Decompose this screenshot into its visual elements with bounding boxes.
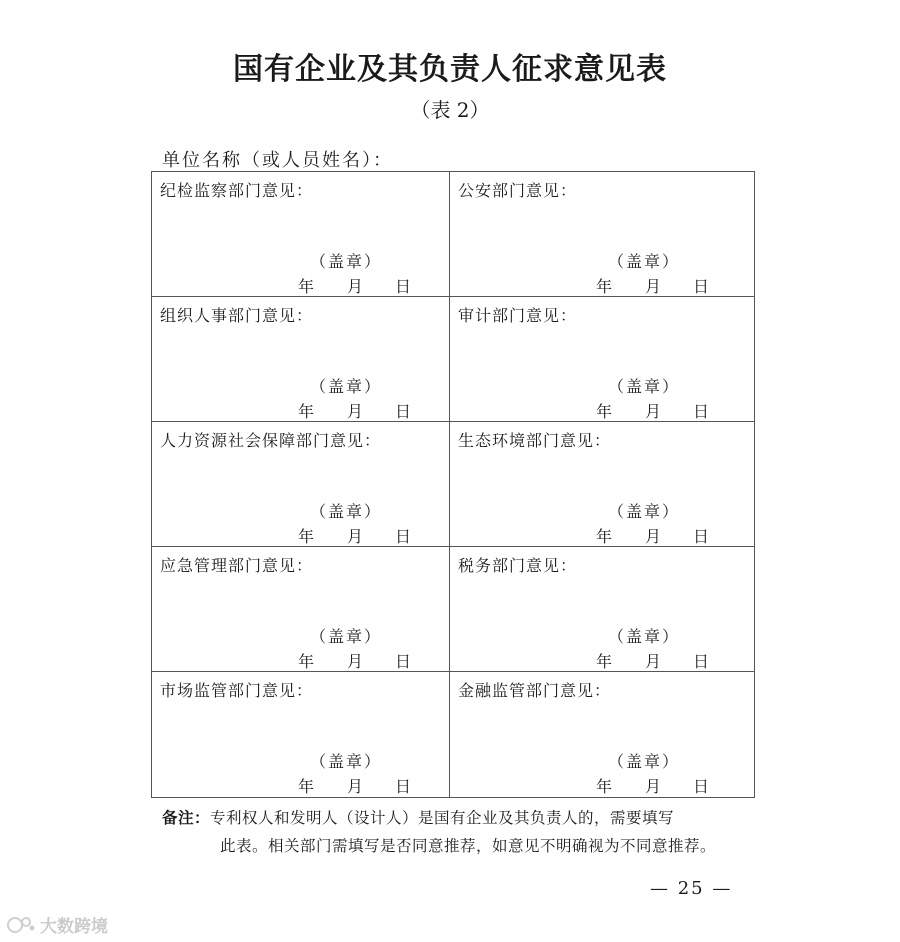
watermark-text: 大数跨境 — [40, 917, 108, 937]
date-day: 日 — [693, 527, 710, 546]
date-day: 日 — [693, 402, 710, 421]
cell-label: 人力资源社会保障部门意见： — [160, 431, 382, 450]
cell-label: 金融监管部门意见： — [458, 681, 612, 700]
cell-label: 组织人事部门意见： — [160, 306, 314, 325]
opinion-cell-organization[interactable] — [152, 297, 450, 422]
cell-label: 公安部门意见： — [458, 181, 578, 200]
date-year: 年 — [298, 402, 315, 421]
date-line — [298, 649, 411, 672]
opinion-cell-market-supervision[interactable] — [152, 672, 450, 797]
date-year: 年 — [298, 777, 315, 796]
cell-label: 生态环境部门意见： — [458, 431, 612, 450]
date-day: 日 — [395, 652, 412, 671]
document-title: 国有企业及其负责人征求意见表 — [233, 52, 667, 87]
date-month: 月 — [645, 402, 662, 421]
date-year: 年 — [298, 277, 315, 296]
remarks-label: 备注： — [162, 809, 211, 827]
date-month: 月 — [645, 277, 662, 296]
seal-placeholder: （盖章） — [608, 502, 681, 521]
remarks — [162, 804, 762, 860]
page-number: — 25 — — [650, 878, 733, 899]
opinion-form-table — [151, 171, 755, 798]
seal-placeholder: （盖章） — [608, 752, 681, 771]
opinion-cell-emergency[interactable] — [152, 547, 450, 672]
date-year: 年 — [298, 527, 315, 546]
date-month: 月 — [645, 652, 662, 671]
watermark-logo-icon — [6, 914, 36, 936]
date-day: 日 — [395, 277, 412, 296]
date-year: 年 — [596, 277, 613, 296]
date-day: 日 — [395, 777, 412, 796]
date-year: 年 — [596, 652, 613, 671]
cell-label: 审计部门意见： — [458, 306, 578, 325]
remarks-line-2 — [162, 832, 762, 860]
date-day: 日 — [693, 277, 710, 296]
date-day: 日 — [395, 527, 412, 546]
date-line — [596, 774, 709, 797]
date-line — [298, 399, 411, 422]
date-line — [298, 774, 411, 797]
date-day: 日 — [693, 777, 710, 796]
date-month: 月 — [645, 527, 662, 546]
seal-placeholder: （盖章） — [310, 252, 383, 271]
date-year: 年 — [596, 777, 613, 796]
watermark — [6, 912, 108, 937]
cell-label: 税务部门意见： — [458, 556, 578, 575]
date-day: 日 — [395, 402, 412, 421]
date-line — [298, 524, 411, 547]
date-month: 月 — [347, 402, 364, 421]
date-line — [596, 399, 709, 422]
date-line — [596, 274, 709, 297]
date-month: 月 — [347, 777, 364, 796]
opinion-cell-human-resources[interactable] — [152, 422, 450, 547]
date-day: 日 — [693, 652, 710, 671]
date-line — [298, 274, 411, 297]
opinion-cell-public-security[interactable] — [450, 172, 754, 297]
unit-name-label: 单位名称（或人员姓名）： — [162, 150, 393, 171]
date-line — [596, 524, 709, 547]
cell-label: 纪检监察部门意见： — [160, 181, 314, 200]
remarks-text-1: 专利权人和发明人（设计人）是国有企业及其负责人的，需要填写 — [210, 809, 675, 827]
seal-placeholder: （盖章） — [608, 627, 681, 646]
opinion-cell-financial-supervision[interactable] — [450, 672, 754, 797]
opinion-cell-audit[interactable] — [450, 297, 754, 422]
date-month: 月 — [645, 777, 662, 796]
date-year: 年 — [298, 652, 315, 671]
opinion-cell-ecology[interactable] — [450, 422, 754, 547]
date-month: 月 — [347, 277, 364, 296]
seal-placeholder: （盖章） — [310, 752, 383, 771]
opinion-cell-tax[interactable] — [450, 547, 754, 672]
seal-placeholder: （盖章） — [608, 252, 681, 271]
remarks-line-1 — [162, 804, 762, 832]
seal-placeholder: （盖章） — [310, 627, 383, 646]
date-month: 月 — [347, 652, 364, 671]
seal-placeholder: （盖章） — [310, 377, 383, 396]
cell-label: 应急管理部门意见： — [160, 556, 314, 575]
document-subtitle: （表 2） — [410, 98, 490, 122]
date-year: 年 — [596, 402, 613, 421]
date-line — [596, 649, 709, 672]
seal-placeholder: （盖章） — [608, 377, 681, 396]
seal-placeholder: （盖章） — [310, 502, 383, 521]
date-month: 月 — [347, 527, 364, 546]
cell-label: 市场监管部门意见： — [160, 681, 314, 700]
opinion-cell-discipline[interactable] — [152, 172, 450, 297]
remarks-text-2: 此表。相关部门需填写是否同意推荐，如意见不明确视为不同意推荐。 — [220, 837, 717, 855]
date-year: 年 — [596, 527, 613, 546]
